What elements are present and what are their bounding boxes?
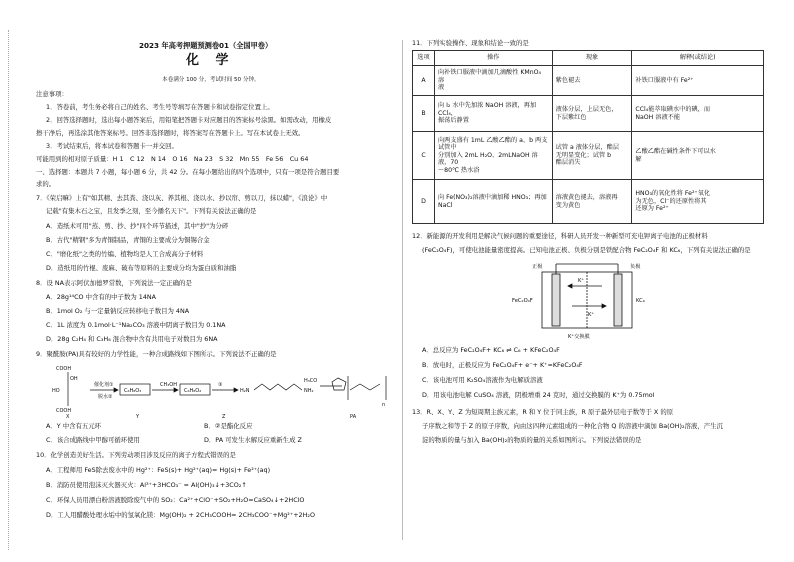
cell-phenomenon: 液体分层，上层无色， 下层紫红色 [552,96,632,132]
cell-operation: 向补铁口服液中滴加几滴酸性 KMnO₄ 溶 液 [434,66,552,96]
q8-option-a: A．28g¹⁴CO 中含有的中子数为 14NA [46,293,157,301]
cell-option: B [413,96,435,132]
cell-conclusion: CCl₄能萃取碘水中的碘，而 NaOH 溶液不能 [632,96,764,132]
section-heading: 一、选择题：本题共 7 小题，每小题 6 分，共 42 分。在每小题给出的四个选项中，只有一项是符合题目要 [36,168,340,176]
q8-option-c: C．1L 浓度为 0.1mol·L⁻¹Na₂CO₃ 溶液中阴离子数目为 0.1NA [46,321,226,329]
cell-operation: 向 I₂ 水中先加浓 NaOH 溶液，再加 CCl₄， 振荡后静置 [434,96,552,132]
ch3oh-label: CH₃OH [160,382,177,388]
y-box: C₆H₈O₃ [124,388,142,394]
cell-phenomenon: 试管 a 液体分层，酯层 无明显变化；试管 b 酯层消失 [552,132,632,180]
col-header: 选项 [413,51,435,66]
section-heading: 求的。 [36,180,56,188]
q10-option-c: C．环保人员用漂白粉溶液脱除废气中的 SO₂：Ca²⁺+ClO⁻+SO₂+H₂O=CaSO₄↓+2HClO [46,496,305,504]
table-row [413,96,764,132]
x-ho: HO [52,388,60,394]
q10-option-d: D．工人用醋酸处理水垢中的氢氧化镁：Mg(OH)₂ + 2CH₃COOH= 2CH₃COO⁻+Mg²⁺+2H₂O [46,511,316,519]
cell-phenomenon: 紫色褪去 [552,66,632,96]
q12-stem: (FeC₂O₄F)，可使电池能量密度提高。已知电池正极、负极分别是铁配合物 FeC₂O₄F 和 KC₆，下列有关说法正确的是 [422,246,751,254]
q7-option-c: C．"磨化纸"之类的竹编、植物均是人工合成高分子材料 [46,250,204,258]
table-header-row [413,51,764,66]
q9-option-b: B．②是酯化反应 [204,422,253,430]
q13-stem: 子序数之和等于 Z 的原子序数，向由这四种元素组成的一种化合物 Q 的溶液中滴加 Ba(OH)₂溶液，产生沉 [422,422,723,430]
col-header: 现象 [552,51,632,66]
membrane-label: K⁺交换膜 [568,334,590,340]
q9-stem: 9．聚酰胺(PA)具有较好的力学性能，一种合成路线如下图所示。下列说法不正确的是 [36,350,277,358]
x-oh: OH [70,376,78,382]
cond1-label: 脱水② [98,394,113,400]
q7-stem: 记载"有集木石之宝，且发季之刻，至今播名天下"。下列有关说法正确的是 [46,207,257,215]
step1-label: 催化剂① [94,382,114,388]
table-row [413,180,764,224]
q7-option-a: A．造纸术可用"蒸、剪、抄、抄"四个环节描述，其中"抄"为分碎 [46,222,229,230]
column-divider [402,40,403,540]
q8-stem: 8．设 NA表示阿伏加德罗常数，下列说法一定正确的是 [36,279,192,287]
note-line: 擦干净后，再选涂其他答案标号。回答非选择题时，将答案写在答题卡上。写在本试卷上无效。 [36,129,305,137]
right-column [412,0,764,562]
q12-stem: 12．新能源的开发利用是解决气候问题的重要途径，科研人员开发一种新型可充电钾离子电池的正极材料 [412,232,708,240]
ion-label-1: K⁺ [578,278,585,284]
q9-option-c: C．该合成路线中甲醇可循环使用 [46,436,140,444]
note-line: 2．回答选择题时，选出每小题答案后，用铅笔把答题卡对应题目的答案标号涂黑。如需改动，用橡皮 [46,116,332,124]
q13-stem: 13．R、X、Y、Z 为短周期主族元素，R 和 Y 位于同主族，R 原子最外层电子数等于 X 的原 [412,408,674,416]
q10-stem: 10．化学创造美好生活。下列劳动项目涉及反应的离子方程式错误的是 [36,451,236,459]
step3-label: ③ [218,382,223,388]
ch3o-label: H₃CO [304,378,318,384]
h2n-label: H₂N [240,388,250,394]
q13-stem: 淀的物质的量与加入 Ba(OH)₂的物质的量的关系如图所示。下列说法错误的是 [422,436,642,444]
cell-option: C [413,132,435,180]
q12-option-b: B．放电时，正极反应为 FeC₂O₄F+ e⁻+ K⁺=KFeC₂O₄F [422,361,583,369]
atomic-masses: 可能用到的相对原子质量：H 1 C 12 N 14 O 16 Na 23 S 32 Mn 55 Fe 56 Cu 64 [36,155,309,163]
q11-table [412,50,764,224]
q12-option-a: A．总反应为 FeC₂O₄F+ KC₆ ⇌ C₆ + KFeC₂O₄F [422,346,560,354]
x-cooh: COOH [56,366,72,372]
cell-conclusion: 乙酸乙酯在碱性条件下可以水 解 [632,132,764,180]
binding-margin [8,30,10,550]
q10-option-b: B．消防员使用泡沫灭火器灭火：Al³⁺+3HCO₃⁻ = Al(OH)₃↓+3CO₂↑ [46,481,247,489]
table-row [413,132,764,180]
cell-option: D [413,180,435,224]
positive-electrode-label: 正极 [532,264,543,270]
q12-option-d: D．用该电池电解 CuSO₄ 溶液，阴极增重 24 克时，通过交换膜的 K⁺为 0.75mol [422,391,655,399]
cell-conclusion: HNO₃的氧化性将 Fe²⁺氧化 为无色，Cl⁻的还原性将其 还原为 Fe²⁺ [632,180,764,224]
q8-option-d: D．28g C₂H₄ 和 C₃H₆ 混合物中含有共用电子对数目为 6NA [46,335,218,343]
left-material-label: FeC₂O₄F [512,298,533,304]
cell-operation: 向 Fe(NO₃)₂溶液中滴加稀 HNO₃；再加 NaCl [434,180,552,224]
x-cooh-bottom: COOH [56,408,72,414]
cell-phenomenon: 溶液黄色褪去，溶液再 变为黄色 [552,180,632,224]
nh2-label: NH₂ [304,388,314,394]
q10-option-a: A．工程师用 FeS除去废水中的 Hg²⁺：FeS(s)+ Hg²⁺(aq)= Hg(s)+ Fe²⁺(aq) [46,466,271,474]
left-column [36,0,388,562]
q11-stem: 11．下列实验操作、现象和结论一致的是 [412,39,529,47]
synthesis-route-diagram [50,362,388,418]
q7-stem: 7．《荣启嘛》上有"如其精、去其粪、浇以灰、养其根、浇以水、抄以帘、剪以刀，抹以蜡"，《浪论》中 [36,194,328,202]
label-y: Y [136,414,140,418]
col-header: 解释(或结论) [632,51,764,66]
notes-heading: 注意事项： [36,90,68,98]
q12-option-c: C．该电池可用 K₂SO₄溶液作为电解质溶液 [422,376,543,384]
col-header: 操作 [434,51,552,66]
n-label: n [382,402,386,408]
cell-operation: 向两支盛有 1mL 乙酸乙酯的 a、b 两支试管中 分别加入 2mL H₂O、2mLNaOH 溶液，70 ～80℃ 热水浴 [434,132,552,180]
cell-conclusion: 补铁口服液中有 Fe²⁺ [632,66,764,96]
table-row [413,66,764,96]
negative-electrode-label: 负极 [630,264,641,270]
q9-option-d: D．PA 可发生水解反应重新生成 Z [204,436,302,444]
q8-option-b: B．1mol O₂ 与一定量钠反应转移电子数目为 4NA [46,307,190,315]
z-box: C₆H₈O₂ [184,388,202,394]
battery-diagram [512,258,662,342]
subject-title: 化 学 [186,53,235,68]
right-material-label: KC₆ [636,298,645,304]
label-z: Z [222,414,226,418]
score-time: 本卷满分 100 分，考试时间 50 分钟。 [162,77,260,83]
cell-option: A [413,66,435,96]
label-x: X [66,414,70,418]
q9-option-a: A．Y 中含有五元环 [46,422,102,430]
ion-label-2: K⁺ [588,312,595,318]
q7-option-d: D．造纸用的竹棍、废麻、破布等原料的主要成分均为蛋白质和油脂 [46,264,237,272]
label-pa: PA [350,414,357,418]
note-line: 3．考试结束后，将本试卷和答题卡一并交回。 [46,142,178,150]
exam-title: 2023 年高考押题预测卷01（全国甲卷） [139,41,273,50]
note-line: 1．答卷前，考生务必将自己的姓名、考生号等填写在答题卡和试卷指定位置上。 [46,103,274,111]
q7-option-b: B．古代"精钢"多为青铜制品，青铜的主要成分为铜锡合金 [46,236,210,244]
